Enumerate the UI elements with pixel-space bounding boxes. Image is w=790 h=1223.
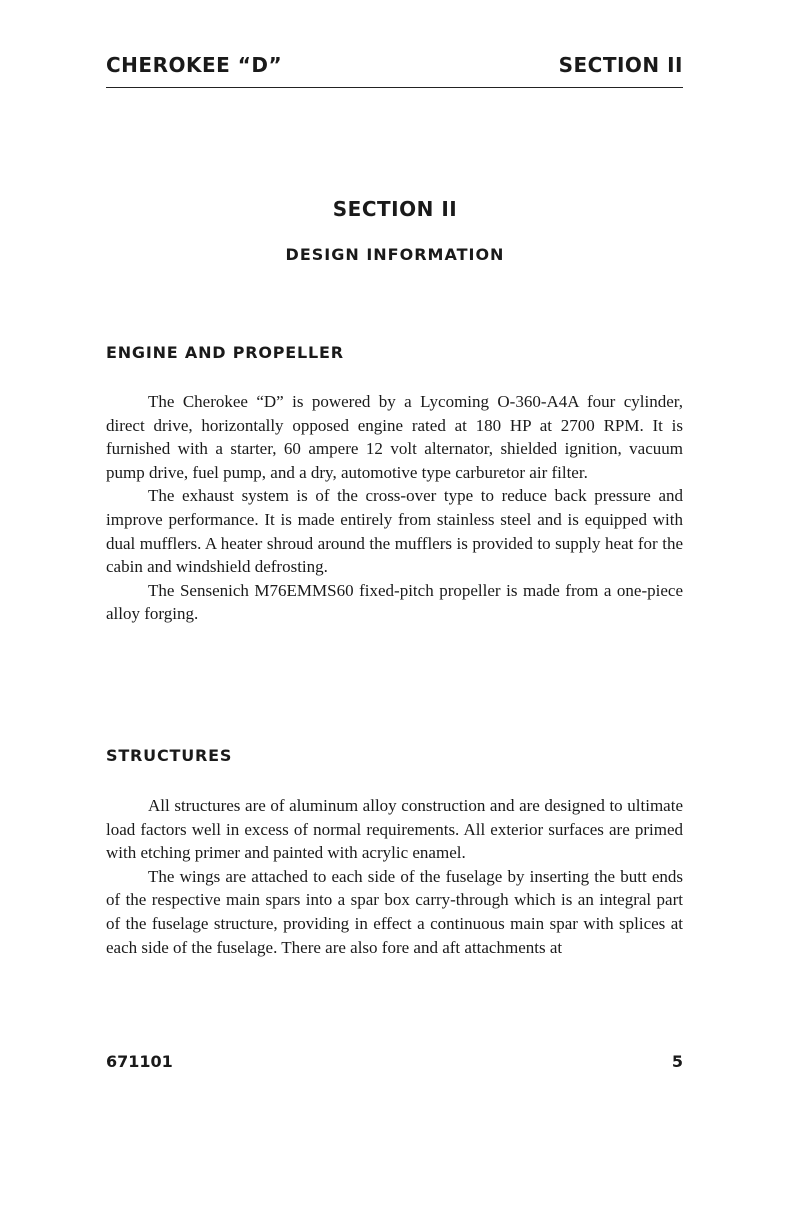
header-title: CHEROKEE “D”	[106, 53, 283, 77]
engine-text	[106, 390, 683, 626]
heading-engine-and-propeller: ENGINE AND PROPELLER	[106, 343, 344, 362]
paragraph: All structures are of aluminum alloy construction and are designed to ultimate load factors well in excess of normal requirements. All exterior surfaces are primed with etching primer and painted with acrylic enamel.	[106, 796, 683, 863]
section-title: SECTION II	[332, 197, 458, 221]
paragraph: The wings are attached to each side of the fuselage by inserting the butt ends of the respective main spars into a spar box carry-through which is an integral part of the fuselage structure, providing in effect a continuous main spar with splices at each side of the fuselage. There are also fore and aft attachments at	[106, 866, 683, 957]
paragraph: The Sensenich M76EMMS60 fixed-pitch propeller is made from a one-piece alloy forging.	[106, 580, 683, 624]
document-number: 671101	[106, 1052, 173, 1071]
page-footer	[106, 1052, 683, 1071]
header-rule	[106, 87, 683, 88]
page-number: 5	[671, 1052, 683, 1071]
header-section: SECTION II	[558, 53, 683, 77]
section-subtitle: DESIGN INFORMATION	[285, 245, 505, 264]
structures-text	[106, 794, 683, 959]
paragraph: The Cherokee “D” is powered by a Lycoming O-360-A4A four cylinder, direct drive, horizontally opposed engine rated at 180 HP at 2700 RPM. It is furnished with a starter, 60 ampere 12 volt alternator, shielded ignition, vacuum pump drive, fuel pump, and a dry, automotive type carburetor air filter.	[106, 392, 683, 482]
heading-structures: STRUCTURES	[106, 746, 233, 765]
running-header	[106, 53, 683, 77]
paragraph: The exhaust system is of the cross-over type to reduce back pressure and improve performance. It is made entirely from stainless steel and is equipped with dual mufflers. A heater shroud around the mufflers is provided to supply heat for the cabin and windshield defrosting.	[106, 486, 683, 577]
